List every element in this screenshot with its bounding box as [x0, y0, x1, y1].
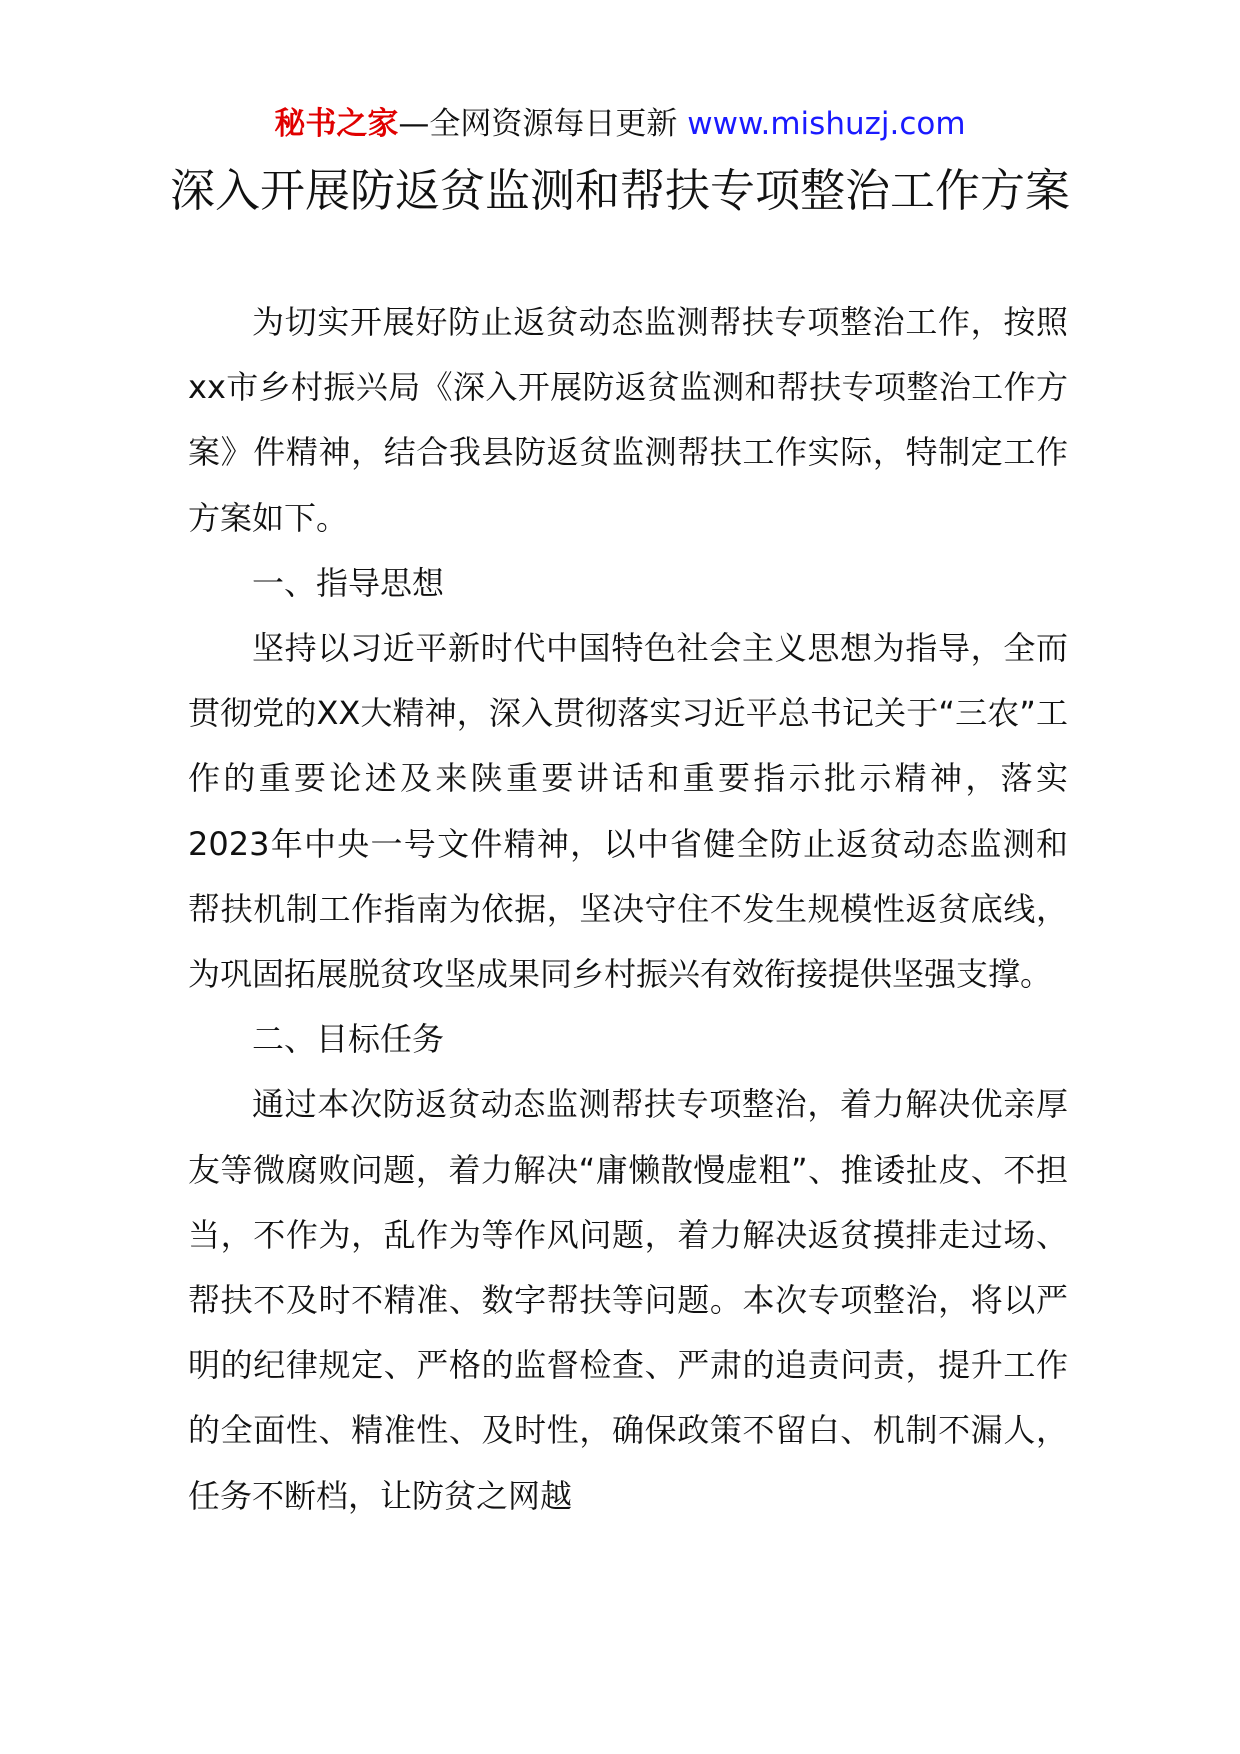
brand-name: 秘书之家: [274, 106, 399, 142]
watermark-header: [0, 102, 1240, 146]
document-body: [188, 290, 1068, 1529]
intro-paragraph: 为切实开展好防止返贫动态监测帮扶专项整治工作，按照xx市乡村振兴局《深入开展防返贫监测和帮扶专项整治工作方案》件精神，结合我县防返贫监测帮扶工作实际，特制定工作方案如下。: [188, 303, 1068, 537]
section-heading-goals: 二、目标任务: [252, 1020, 445, 1059]
header-tagline: —全网资源每日更新: [398, 106, 688, 142]
goals-paragraph: 通过本次防返贫动态监测帮扶专项整治，着力解决优亲厚友等微腐败问题，着力解决“庸懒散慢虚粗”、推诿扯皮、不担当，不作为，乱作为等作风问题，着力解决返贫摸排走过场、帮扶不及时不精准、数字帮扶等问题。本次专项整治，将以严明的纪律规定、严格的监督检查、严肃的追责问责，提升工作的全面性、精准性、及时性，确保政策不留白、机制不漏人，任务不断档，让防贫之网越: [188, 1085, 1068, 1515]
guiding-thought-paragraph: 坚持以习近平新时代中国特色社会主义思想为指导，全而贯彻党的XX大精神，深入贯彻落实习近平总书记关于“三农”工作的重要论述及来陕重要讲话和重要指示批示精神，落实2023年中央一号文件精神，以中省健全防止返贫动态监测和帮扶机制工作指南为依据，坚决守住不发生规模性返贫底线，为巩固拓展脱贫攻坚成果同乡村振兴有效衔接提供坚强支撑。: [188, 629, 1068, 994]
document-title: 深入开展防返贫监测和帮扶专项整治工作方案: [169, 164, 1070, 217]
site-url: www.mishuzj.com: [687, 106, 966, 142]
section-heading-guiding-thought: 一、指导思想: [252, 563, 445, 602]
